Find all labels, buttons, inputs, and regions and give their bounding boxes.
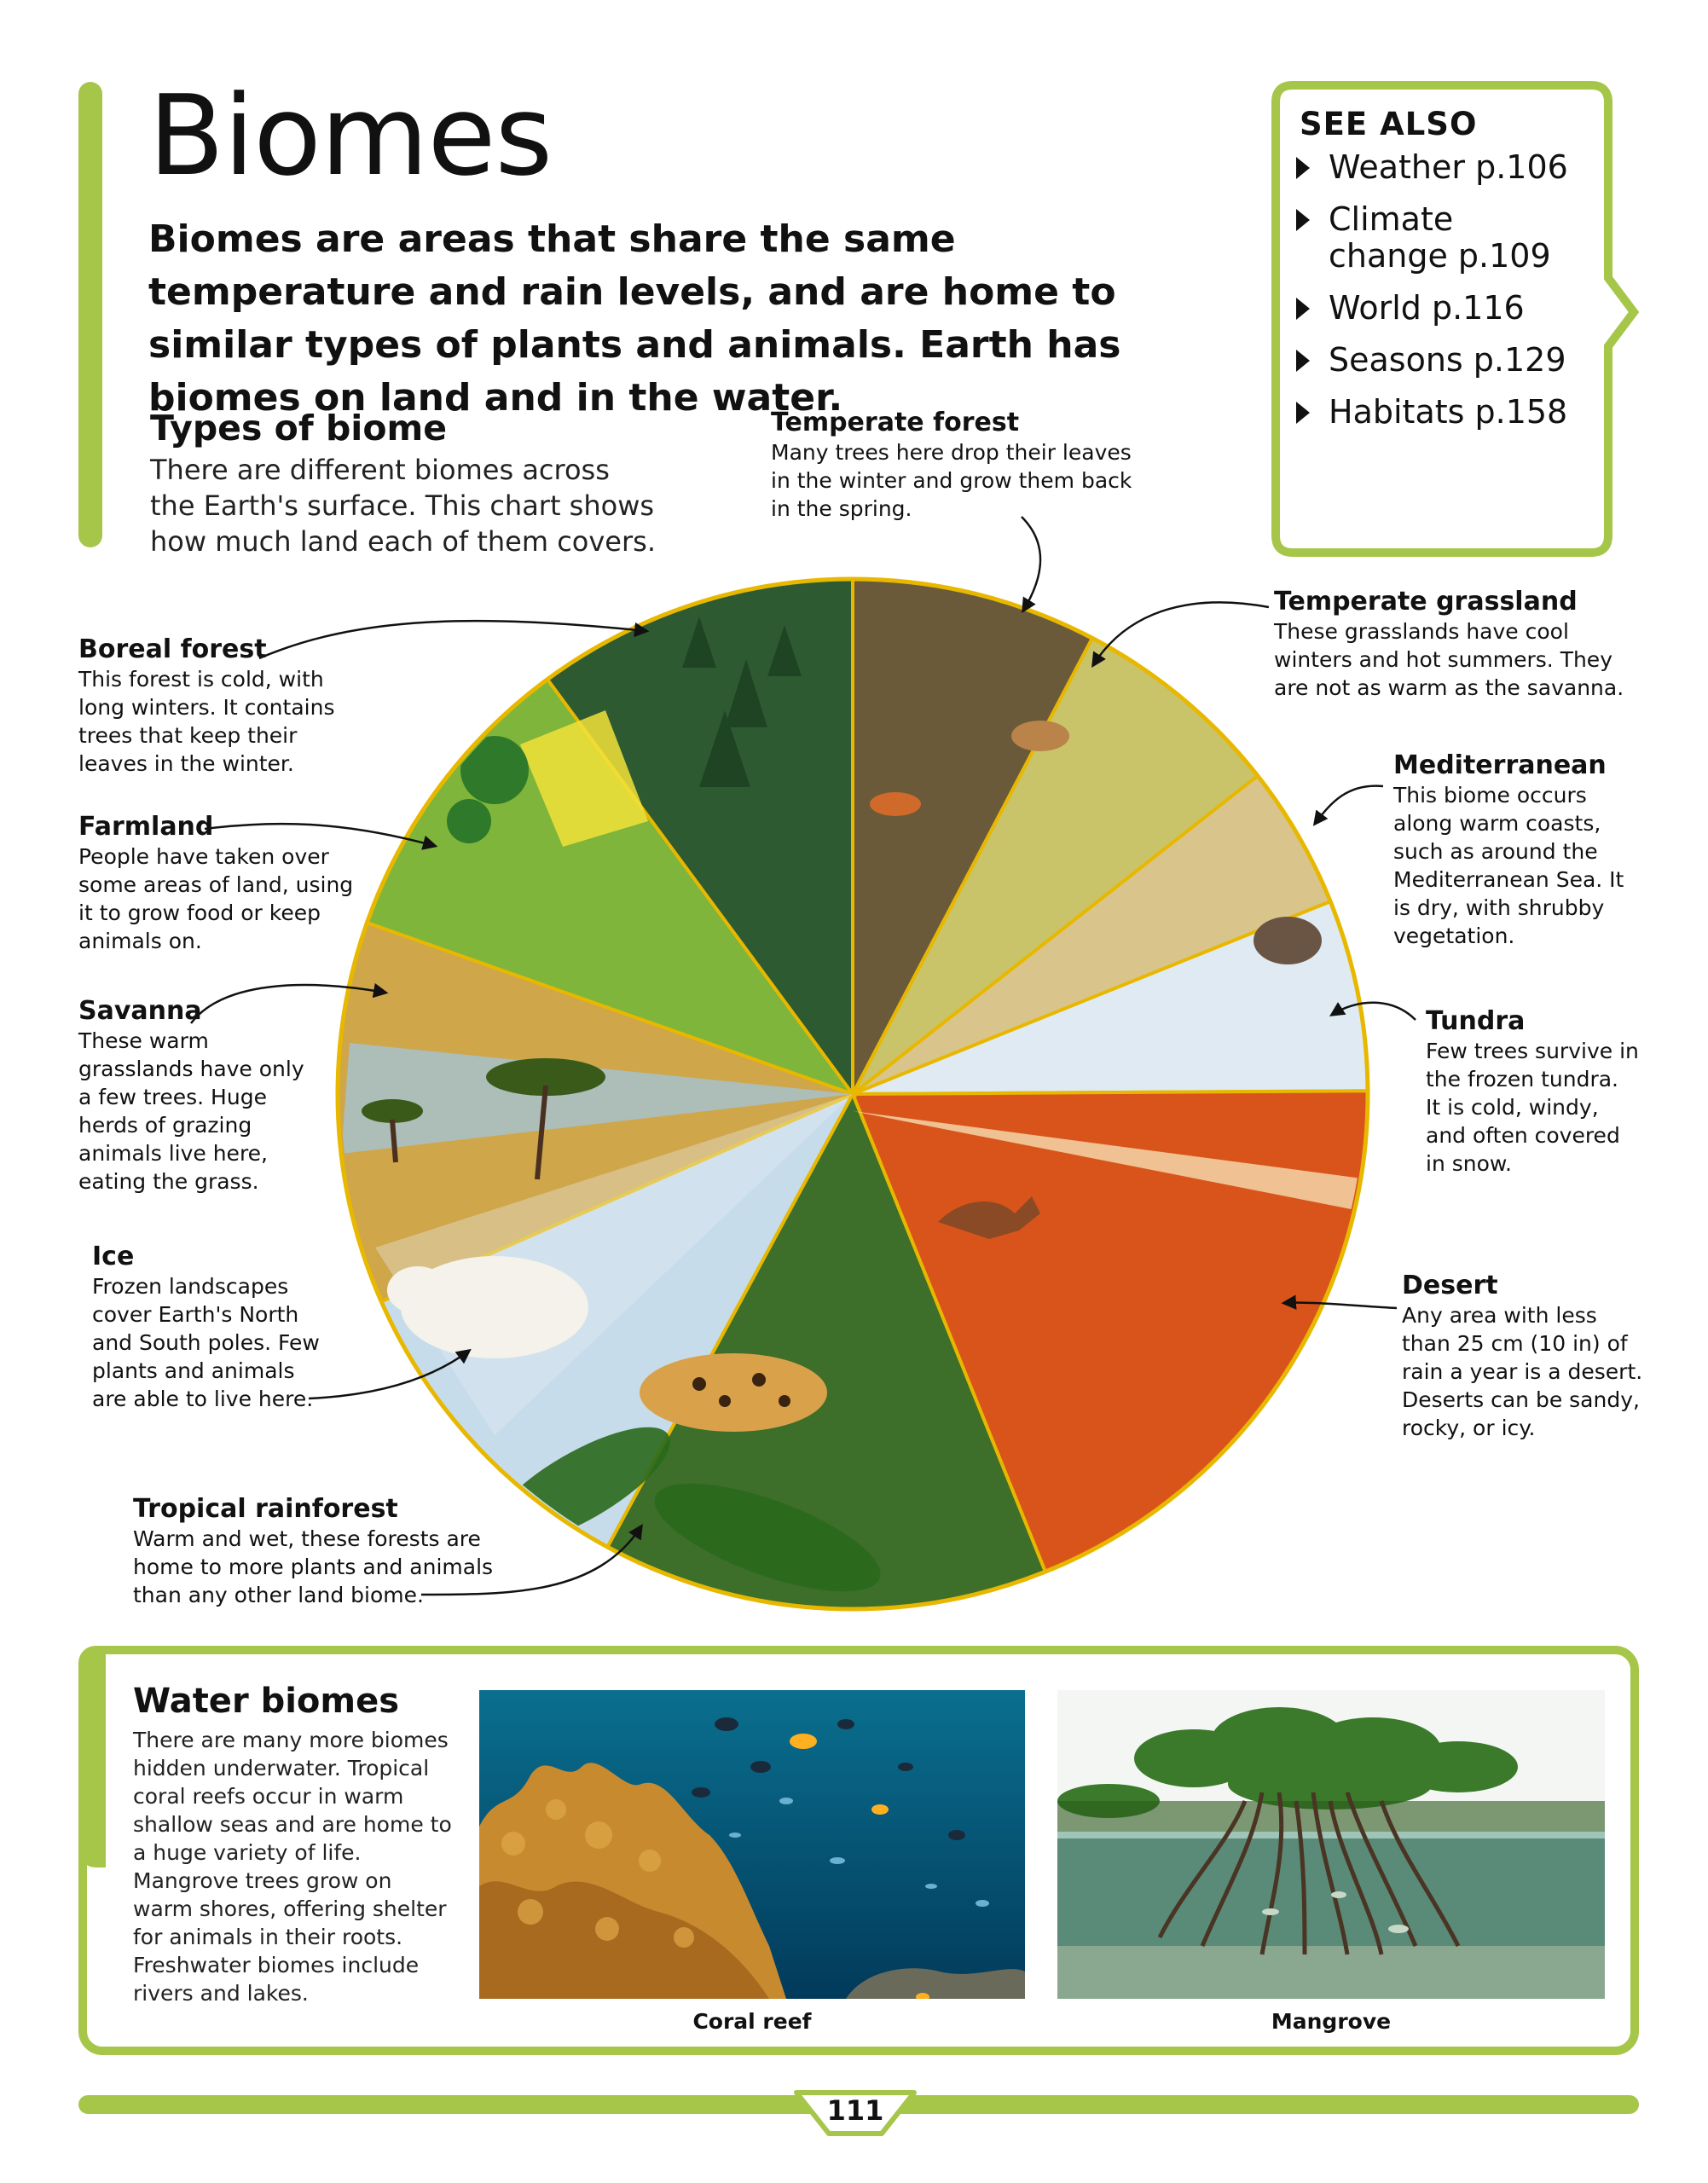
see-also-label: Habitats p.158: [1329, 393, 1568, 431]
biome-name: Tropical rainforest: [133, 1494, 398, 1524]
see-also-label: World p.116: [1329, 289, 1525, 327]
biome-description: Warm and wet, these forests are home to more plants and animals than any other land biome.: [133, 1526, 494, 1607]
biome-name: Savanna: [78, 996, 202, 1026]
types-heading: Types of biome: [150, 408, 448, 449]
arrow-temperate-forest: [1022, 517, 1040, 611]
label-desert: [1402, 1271, 1649, 1442]
arrow-mediterranean: [1315, 786, 1383, 824]
biome-name: Temperate forest: [771, 408, 1020, 437]
label-mediterranean: [1393, 750, 1641, 950]
biome-name: Desert: [1402, 1271, 1498, 1300]
biome-description: Frozen landscapes cover Earth's North and South poles. Few plants and animals are able to live here.: [92, 1274, 320, 1411]
arrow-tundra: [1332, 1003, 1416, 1020]
mangrove-caption: Mangrove: [1271, 2009, 1392, 2034]
water-heading: Water biomes: [133, 1682, 400, 1721]
arrow-temperate-grassland: [1093, 602, 1269, 665]
biome-description: These warm grasslands have only a few trees. Huge herds of grazing animals live here, eating the grass.: [78, 1028, 304, 1194]
label-savanna: [78, 996, 309, 1196]
label-boreal-forest: [78, 634, 360, 778]
page-number: 111: [826, 2094, 884, 2127]
label-tropical-rainforest: [133, 1494, 508, 1609]
coral-reef-caption: Coral reef: [692, 2009, 812, 2034]
label-temperate-forest: [771, 408, 1146, 523]
biome-name: Tundra: [1426, 1006, 1526, 1036]
label-temperate-grassland: [1274, 587, 1632, 702]
types-text: There are different biomes across the Earth's surface. This chart shows how much land each of them covers.: [150, 454, 656, 558]
biome-name: Temperate grassland: [1274, 587, 1578, 617]
water-panel-accent: [78, 1646, 106, 1867]
water-biomes-text-block: [133, 1682, 457, 2007]
biome-description: This forest is cold, with long winters. It contains trees that keep their leaves in the winter.: [78, 667, 335, 776]
biome-name: Farmland: [78, 812, 214, 842]
biome-description: These grasslands have cool winters and hot summers. They are not as warm as the savanna.: [1274, 619, 1624, 700]
biome-description: Few trees survive in the frozen tundra. It is cold, windy, and often covered in snow.: [1426, 1039, 1639, 1176]
biome-name: Ice: [92, 1242, 135, 1271]
see-also-label: Climate change p.109: [1329, 200, 1551, 275]
see-also-title: SEE ALSO: [1300, 106, 1478, 142]
biome-name: Boreal forest: [78, 634, 267, 664]
arrow-ice: [309, 1351, 469, 1398]
mangrove-image: [1057, 1690, 1605, 1999]
water-text: There are many more biomes hidden underwater. Tropical coral reefs occur in warm shallow seas and are home to a huge variety of life. Mangrove trees grow on warm shores, offering shelter for animals in their roots. Freshwater biomes include rivers and lakes.: [133, 1728, 452, 2006]
biome-description: Any area with less than 25 cm (10 in) of rain a year is a desert. Deserts can be sandy, rocky, or icy.: [1402, 1303, 1643, 1440]
coral-reef-image: [479, 1690, 1025, 1999]
arrow-desert: [1284, 1303, 1397, 1308]
label-ice: [92, 1242, 331, 1413]
biome-description: Many trees here drop their leaves in the winter and grow them back in the spring.: [771, 440, 1132, 521]
biome-description: People have taken over some areas of land, using it to grow food or keep animals on.: [78, 844, 354, 953]
biome-name: Mediterranean: [1393, 750, 1607, 780]
biome-description: This biome occurs along warm coasts, such as around the Mediterranean Sea. It is dry, with shrubby vegetation.: [1393, 783, 1624, 948]
see-also-label: Weather p.106: [1329, 148, 1568, 186]
label-farmland: [78, 812, 360, 955]
page-title: Biomes: [148, 71, 553, 200]
label-tundra: [1426, 1006, 1639, 1178]
intro-text: Biomes are areas that share the same temperature and rain levels, and are home to similar types of plants and animals. Earth has biomes on land and in the water.: [148, 217, 1121, 420]
see-also-label: Seasons p.129: [1329, 341, 1566, 379]
